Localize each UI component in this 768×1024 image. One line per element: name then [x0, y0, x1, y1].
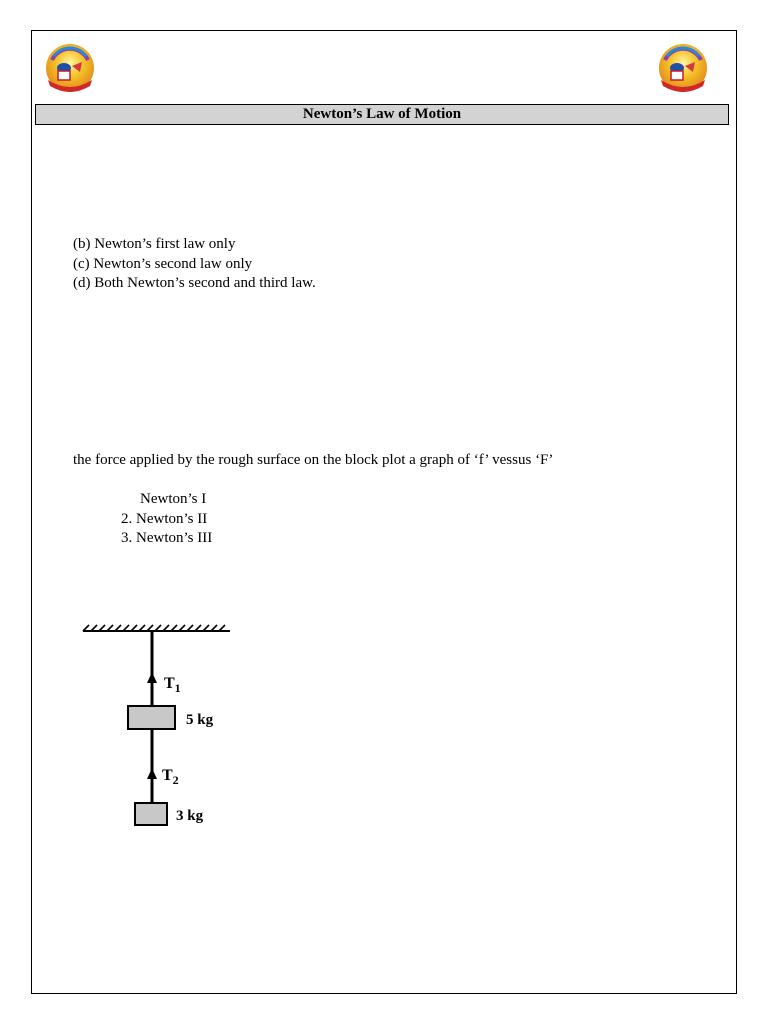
upper-block-mass-label: 5 kg: [186, 712, 214, 728]
tension-arrow-lower-icon: [147, 768, 157, 779]
tension-label-lower: $T_2$: [162, 767, 179, 787]
option-b: (b) Newton’s first law only: [73, 236, 236, 252]
tension-arrow-upper-icon: [147, 672, 157, 683]
lower-block: [135, 803, 167, 825]
list-item: 2. Newton’s II: [121, 511, 208, 527]
option-d: (d) Both Newton’s second and third law.: [73, 275, 316, 291]
question-text: the force applied by the rough surface on the block plot a graph of ‘f’ vessus ‘F’: [73, 452, 554, 468]
upper-block: [128, 706, 175, 729]
hanging-blocks-diagram: [75, 615, 255, 835]
ceiling: [83, 625, 230, 631]
list-item: 3. Newton’s III: [121, 530, 213, 546]
tension-label-upper: $T_1$: [164, 675, 181, 695]
school-emblem-icon: [42, 42, 98, 98]
school-emblem-icon: [655, 42, 711, 98]
lower-block-mass-label: 3 kg: [176, 808, 204, 824]
list-item: Newton’s I: [140, 491, 207, 507]
option-c: (c) Newton’s second law only: [73, 256, 253, 272]
page-title: Newton’s Law of Motion: [35, 104, 729, 125]
